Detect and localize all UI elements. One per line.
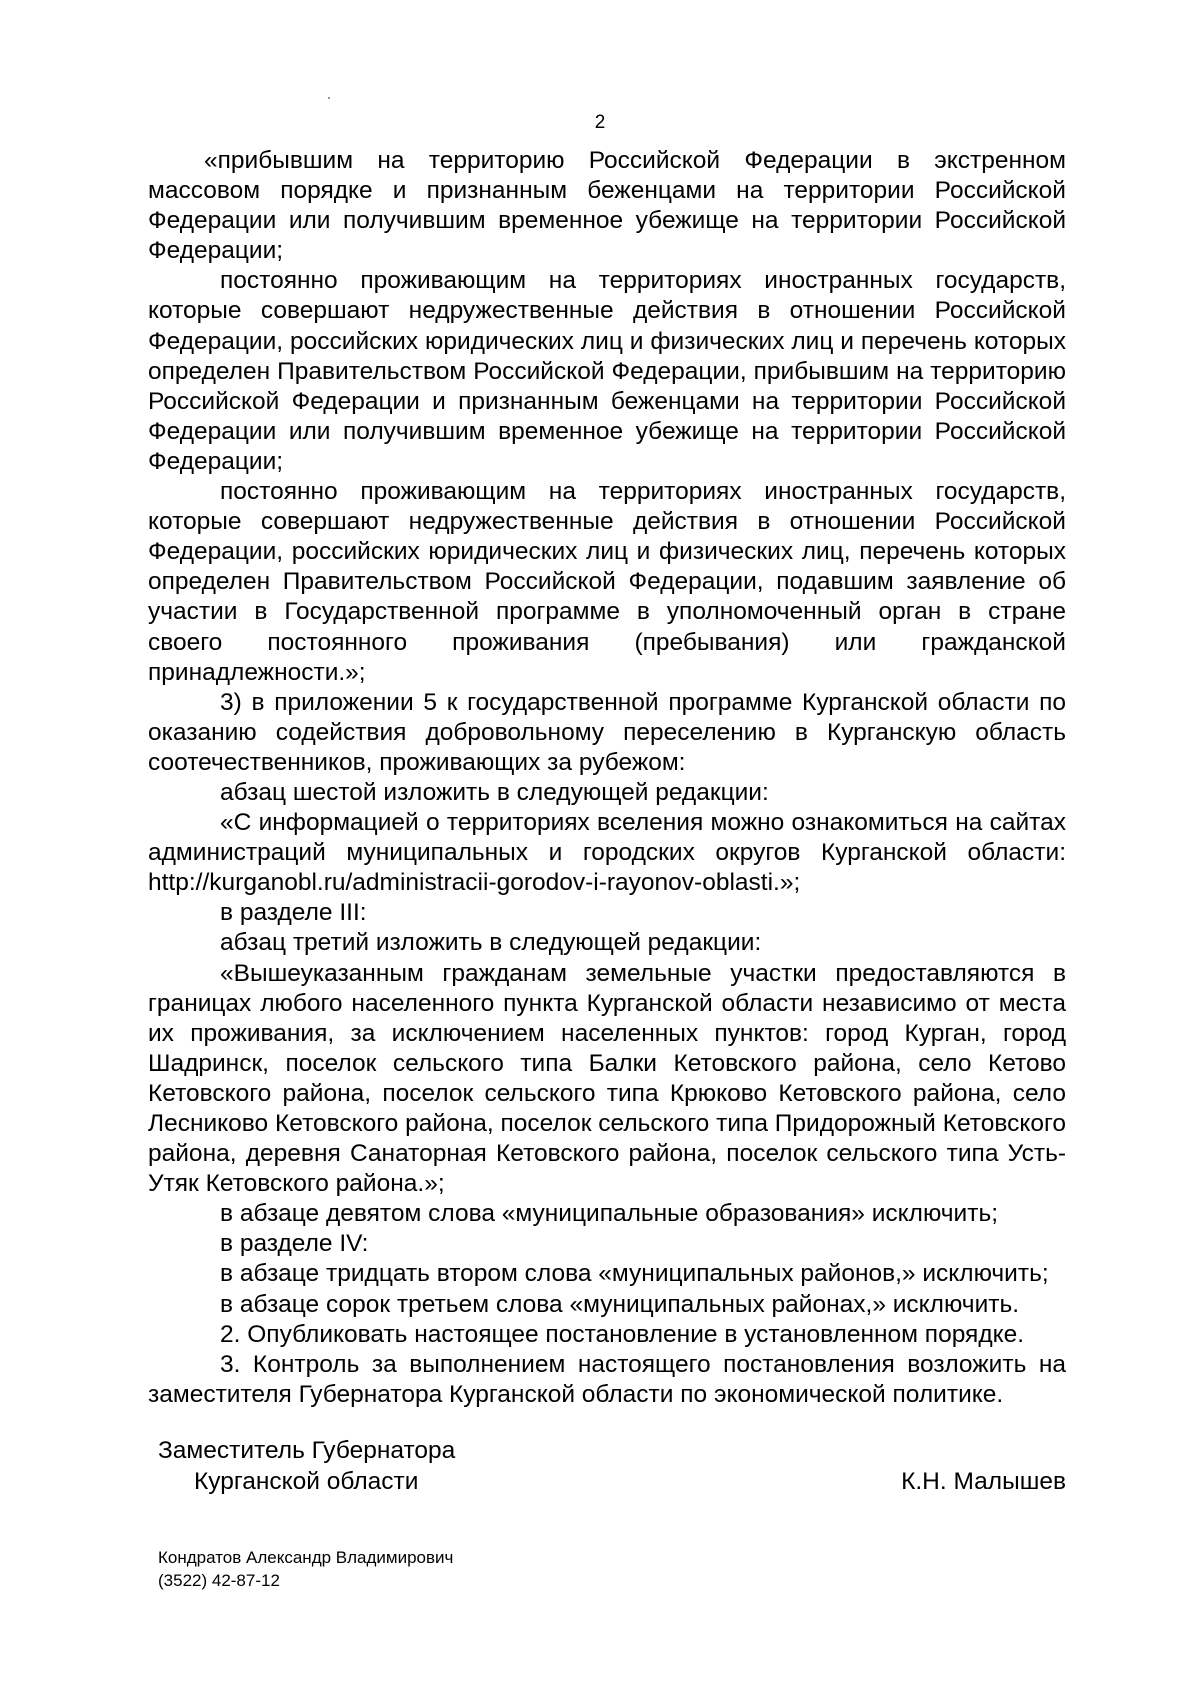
executor-block bbox=[158, 1546, 453, 1592]
paragraph-7: в разделе III: bbox=[220, 899, 367, 927]
paragraph-6: «С информацией о территориях вселения можно ознакомиться на сайтах администраций муниципальных и городских округов Курганской области: http://kurganobl.ru/administracii-gorodov-i-rayonov-oblasti.»; bbox=[148, 809, 1066, 897]
paragraph-4: 3) в приложении 5 к государственной программе Курганской области по оказанию содействия добровольному переселению в Курганскую область соотечественников, проживающих за рубежом: bbox=[148, 688, 1066, 776]
paragraph-1: «прибывшим на территорию Российской Федерации в экстренном массовом порядке и признанным беженцами на территории Российской Федерации или получившим временное убежище на территории Российской Федерации; bbox=[148, 147, 1066, 265]
paragraph-10: в абзаце девятом слова «муниципальные образования» исключить; bbox=[220, 1200, 999, 1228]
paragraph-8: абзац третий изложить в следующей редакции: bbox=[220, 929, 762, 957]
signatory-position-line1: Заместитель Губернатора bbox=[158, 1437, 456, 1464]
signatory-position-line2: Курганской области bbox=[194, 1468, 419, 1495]
scan-speck bbox=[328, 97, 330, 99]
paragraph-5: абзац шестой изложить в следующей редакции: bbox=[220, 778, 769, 806]
paragraph-2: постоянно проживающим на территориях иностранных государств, которые совершают недружественные действия в отношении Российской Федерации, российских юридических лиц и физических лиц и перечень которых определен Правительством Российской Федерации, прибывшим на территорию Российской Федерации и признанным беженцами на территории Российской Федерации или получившим временное убежище на территории Российской Федерации; bbox=[148, 267, 1066, 475]
document-body bbox=[148, 146, 1066, 1410]
paragraph-12: в абзаце тридцать втором слова «муниципальных районов,» исключить; bbox=[220, 1260, 1049, 1288]
signature-block bbox=[158, 1435, 1066, 1497]
paragraph-3: постоянно проживающим на территориях иностранных государств, которые совершают недружественные действия в отношении Российской Федерации, российских юридических лиц и физических лиц, перечень которых определен Правительством Российской Федерации, подавшим заявление об участии в Государственной программе в уполномоченный орган в стране своего постоянного проживания (пребывания) или гражданской принадлежности.»; bbox=[148, 478, 1066, 686]
paragraph-13: в абзаце сорок третьем слова «муниципальных районах,» исключить. bbox=[220, 1290, 1020, 1318]
page-number: 2 bbox=[594, 112, 606, 133]
executor-name: Кондратов Александр Владимирович bbox=[158, 1548, 454, 1567]
signatory-name: К.Н. Малышев bbox=[901, 1468, 1066, 1495]
paragraph-15: 3. Контроль за выполнением настоящего постановления возложить на заместителя Губернатора Курганской области по экономической политике. bbox=[148, 1350, 1066, 1408]
paragraph-9: «Вышеуказанным гражданам земельные участки предоставляются в границах любого населенного пункта Курганской области независимо от места их проживания, за исключением населенных пунктов: город Курган, город Шадринск, поселок сельского типа Балки Кетовского района, село Кетово Кетовского района, поселок сельского типа Крюково Кетовского района, село Лесниково Кетовского района, поселок сельского типа Придорожный Кетовского района, деревня Санаторная Кетовского района, поселок сельского типа Усть-Утяк Кетовского района.»; bbox=[148, 959, 1066, 1198]
paragraph-11: в разделе IV: bbox=[220, 1230, 369, 1258]
paragraph-14: 2. Опубликовать настоящее постановление в установленном порядке. bbox=[220, 1320, 1025, 1348]
executor-phone: (3522) 42-87-12 bbox=[158, 1571, 280, 1590]
